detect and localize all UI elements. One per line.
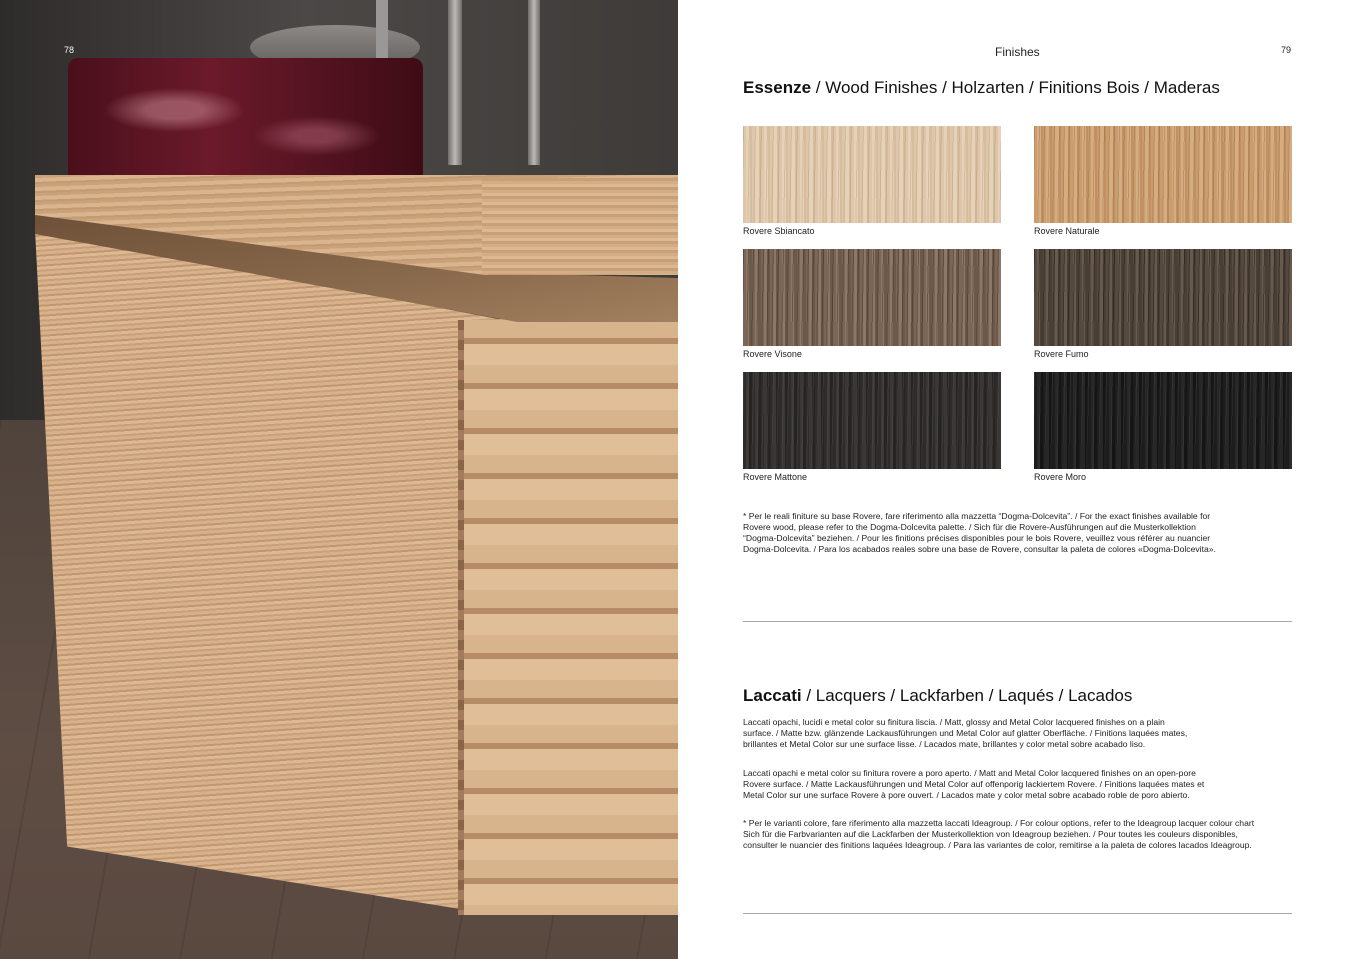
swatch-label: Rovere Visone: [743, 349, 802, 359]
divider-rule: [743, 913, 1292, 914]
wood-title-rest: / Wood Finishes / Holzarten / Finitions Bois / Maderas: [811, 78, 1220, 97]
para-line: Rovere surface. / Matte Lackausführungen und Metal Color auf offenporig lackiertem Rovere. / Finitions laquées mates et: [743, 779, 1205, 789]
faucet-pipe: [528, 0, 540, 165]
para-line: consulter le nuancier des finitions laquées Ideagroup. / Para las variantes de color, remitirse a la paleta de colores lacados Ideagroup.: [743, 840, 1252, 850]
swatch-label: Rovere Moro: [1034, 472, 1087, 482]
swatch-rovere-moro: [1034, 372, 1292, 469]
note-line: Dogma-Dolcevita. / Para los acabados reales sobre una base de Rovere, consultar la paleta de colores «Dogma-Dolcevita».: [743, 544, 1216, 554]
para-line: Laccati opachi e metal color su finitura rovere a poro aperto. / Matt and Metal Color lacquered finishes on an open-pore: [743, 768, 1196, 778]
wood-finishes-title: [743, 78, 1220, 98]
lacquers-title: [743, 686, 1132, 706]
swatch-rovere-mattone: [743, 372, 1001, 469]
lacquers-paragraph-1: [743, 717, 1295, 750]
swatch-label: Rovere Naturale: [1034, 226, 1100, 236]
para-line: Laccati opachi, lucidi e metal color su finitura liscia. / Matt, glossy and Metal Color lacquered finishes on a plain: [743, 717, 1165, 727]
swatch-rovere-sbiancato: [743, 126, 1001, 223]
page-number-left: 78: [64, 45, 75, 55]
para-line: Sich für die Farbvarianten auf die Lackfarben der Musterkollektion von Ideagroup beziehen. / Pour toutes les couleurs disponibles,: [743, 829, 1238, 839]
note-line: Rovere wood, please refer to the Dogma-Dolcevita palette. / Sich für die Rovere-Ausführungen auf die Musterkollektion: [743, 522, 1196, 532]
swatch-rovere-fumo: [1034, 249, 1292, 346]
wood-finishes-note: [743, 511, 1295, 555]
swatch-rovere-naturale: [1034, 126, 1292, 223]
oak-top-slab-front: [482, 178, 678, 274]
swatch-label: Rovere Mattone: [743, 472, 808, 482]
para-line: surface. / Matte bzw. glänzende Lackausführungen und Metal Color auf glatter Oberfläche. / Finitions laquées mates,: [743, 728, 1188, 738]
cabinet-wavy-edge: [458, 320, 464, 915]
wood-title-bold: Essenze: [743, 78, 812, 97]
note-line: * Per le reali finiture su base Rovere, fare riferimento alla mazzetta “Dogma-Dolcevita”. / For the exact finishes available for: [743, 511, 1211, 521]
note-line: “Dogma-Dolcevita” beziehen. / Pour les finitions précises disponibles pour le bois Rovere, veuillez vous référer au nuancier: [743, 533, 1211, 543]
running-head: Finishes: [995, 45, 1040, 59]
para-line: brillantes et Metal Color sur une surface lisse. / Lacados mate, brillantes y color metal sobre acabado liso.: [743, 739, 1146, 749]
divider-rule: [743, 621, 1292, 622]
swatch-rovere-visone: [743, 249, 1001, 346]
faucet-pipe: [448, 0, 462, 165]
lacquers-title-rest: / Lacquers / Lackfarben / Laqués / Lacados: [801, 686, 1133, 705]
oak-cabinet-front: [462, 320, 678, 915]
para-line: * Per le varianti colore, fare riferimento alla mazzetta laccati Ideagroup. / For colour options, refer to the Ideagroup lacquer colour chart: [743, 818, 1255, 828]
swatch-label: Rovere Sbiancato: [743, 226, 815, 236]
swatch-label: Rovere Fumo: [1034, 349, 1089, 359]
lacquers-title-bold: Laccati: [743, 686, 802, 705]
para-line: Metal Color sur une surface Rovere à pore ouvert. / Lacados mate y color metal sobre acabado roble de poro abierto.: [743, 790, 1190, 800]
page-number-right: 79: [1281, 45, 1292, 55]
lacquers-paragraph-2: [743, 768, 1295, 801]
lacquers-note: [743, 818, 1295, 851]
marble-basin: [68, 58, 423, 188]
